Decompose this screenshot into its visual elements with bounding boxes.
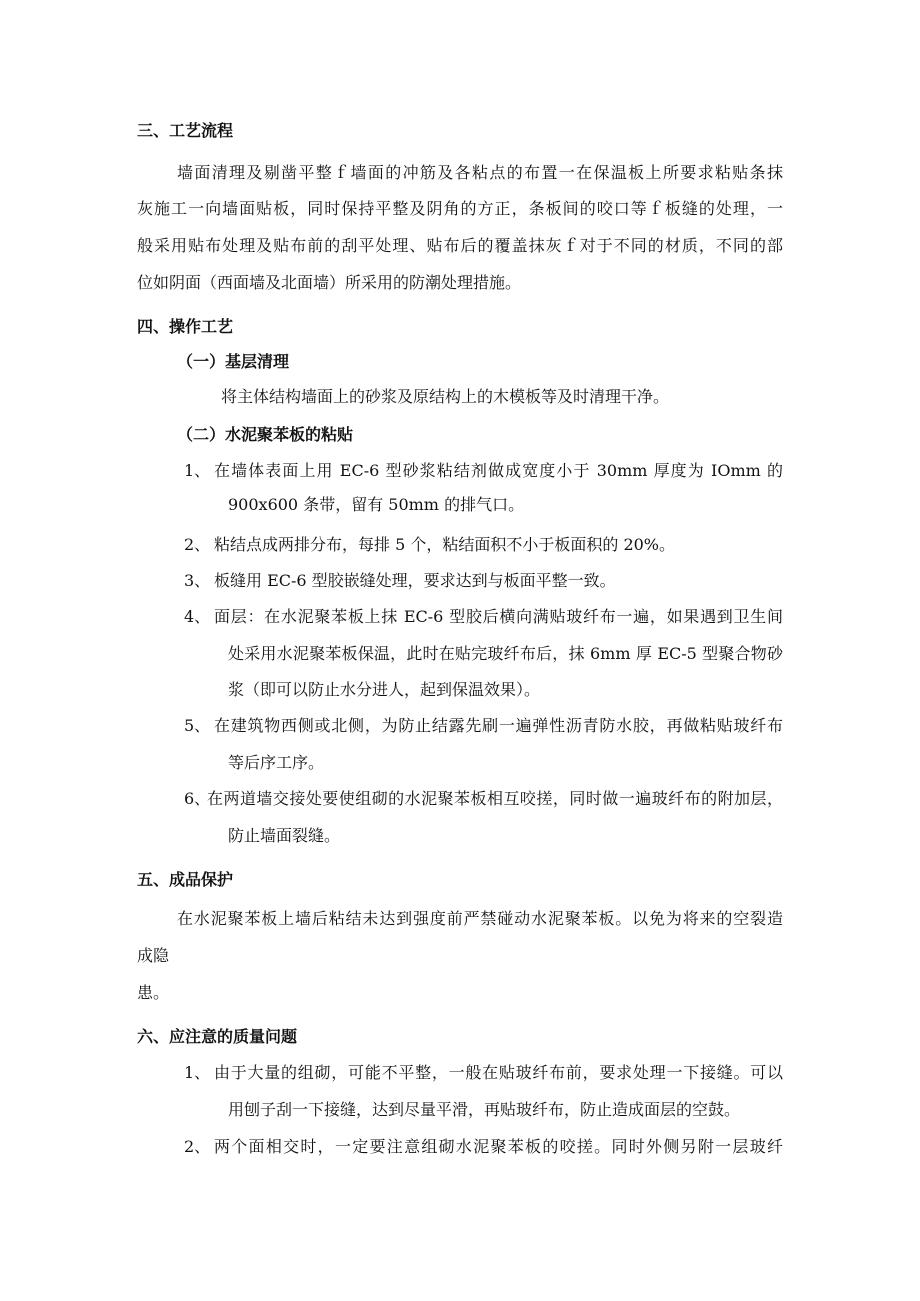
list-item-line: 等后序工序。: [228, 753, 325, 772]
list-item-number: 2、: [184, 1137, 211, 1156]
list-item-number: 2、: [184, 535, 211, 554]
list-item-line: 浆（即可以防止水分进人，起到保温效果）。: [228, 680, 541, 699]
list-item-line: 在墙体表面上用 EC-6 型砂浆粘结剂做成宽度小于 30mm 厚度为 IOmm 的: [214, 461, 783, 480]
section-3-heading: 三、工艺流程: [137, 121, 234, 140]
list-item-number: 5、: [184, 716, 211, 735]
list-item-line: 粘结点成两排分布，每排 5 个，粘结面积不小于板面积的 20%。: [214, 535, 676, 554]
list-item-line: 防止墙面裂缝。: [228, 826, 341, 845]
list-item-line: 板缝用 EC-6 型胶嵌缝处理，要求达到与板面平整一致。: [214, 571, 616, 590]
list-item-number: 1、: [184, 461, 211, 480]
paragraph-line: 将主体结构墙面上的砂浆及原结构上的木模板等及时清理干净。: [221, 387, 670, 406]
paragraph-line: 患。: [137, 983, 170, 1002]
list-item-line: 两个面相交时，一定要注意组砌水泥聚苯板的咬搓。同时外侧另附一层玻纤: [214, 1137, 783, 1156]
paragraph-line: 灰施工一向墙面贴板，同时保持平整及阴角的方正，条板间的咬口等ｆ板缝的处理，一: [137, 199, 783, 218]
section-5-heading: 五、成品保护: [137, 870, 234, 889]
list-item-line: 用刨子刮一下接缝，达到尽量平滑，再贴玻纤布，防止造成面层的空鼓。: [228, 1100, 741, 1119]
paragraph-line: 位如阴面（西面墙及北面墙）所采用的防潮处理措施。: [137, 273, 522, 292]
paragraph-line: 在水泥聚苯板上墙后粘结未达到强度前严禁碰动水泥聚苯板。以免为将来的空裂造: [177, 909, 783, 928]
paragraph-line: 墙面清理及剔凿平整ｆ墙面的冲筋及各粘点的布置一在保温板上所要求粘贴条抹: [177, 163, 783, 182]
subsection-2-heading: （二）水泥聚苯板的粘贴: [177, 425, 354, 444]
list-item-line: 在建筑物西侧或北侧，为防止结露先刷一遍弹性沥青防水胶，再做粘贴玻纤布: [214, 716, 783, 735]
list-item-number: 3、: [184, 571, 211, 590]
paragraph-line: 成隐: [137, 946, 170, 965]
list-item-line: 由于大量的组砌，可能不平整，一般在贴玻纤布前，要求处理一下接缝。可以: [214, 1063, 783, 1082]
list-item-line: 处采用水泥聚苯板保温，此时在贴完玻纤布后，抹 6mm 厚 EC-5 型聚合物砂: [228, 644, 783, 663]
list-item-number: 4、: [184, 607, 211, 626]
subsection-1-heading: （一）基层清理: [177, 352, 290, 371]
list-item-line: 在两道墙交接处要使组砌的水泥聚苯板相互咬搓，同时做一遍玻纤布的附加层，: [207, 789, 783, 808]
paragraph-line: 般采用贴布处理及贴布前的刮平处理、贴布后的覆盖抹灰ｆ对于不同的材质，不同的部: [137, 236, 783, 255]
list-item-line: 面层：在水泥聚苯板上抹 EC-6 型胶后横向满贴玻纤布一遍，如果遇到卫生间: [214, 607, 783, 626]
list-item-line: 900x600 条带，留有 50mm 的排气口。: [228, 495, 525, 514]
list-item-number: 1、: [184, 1063, 211, 1082]
section-6-heading: 六、应注意的质量问题: [137, 1027, 298, 1046]
list-item-number: 6、: [184, 789, 211, 808]
section-4-heading: 四、操作工艺: [137, 317, 234, 336]
